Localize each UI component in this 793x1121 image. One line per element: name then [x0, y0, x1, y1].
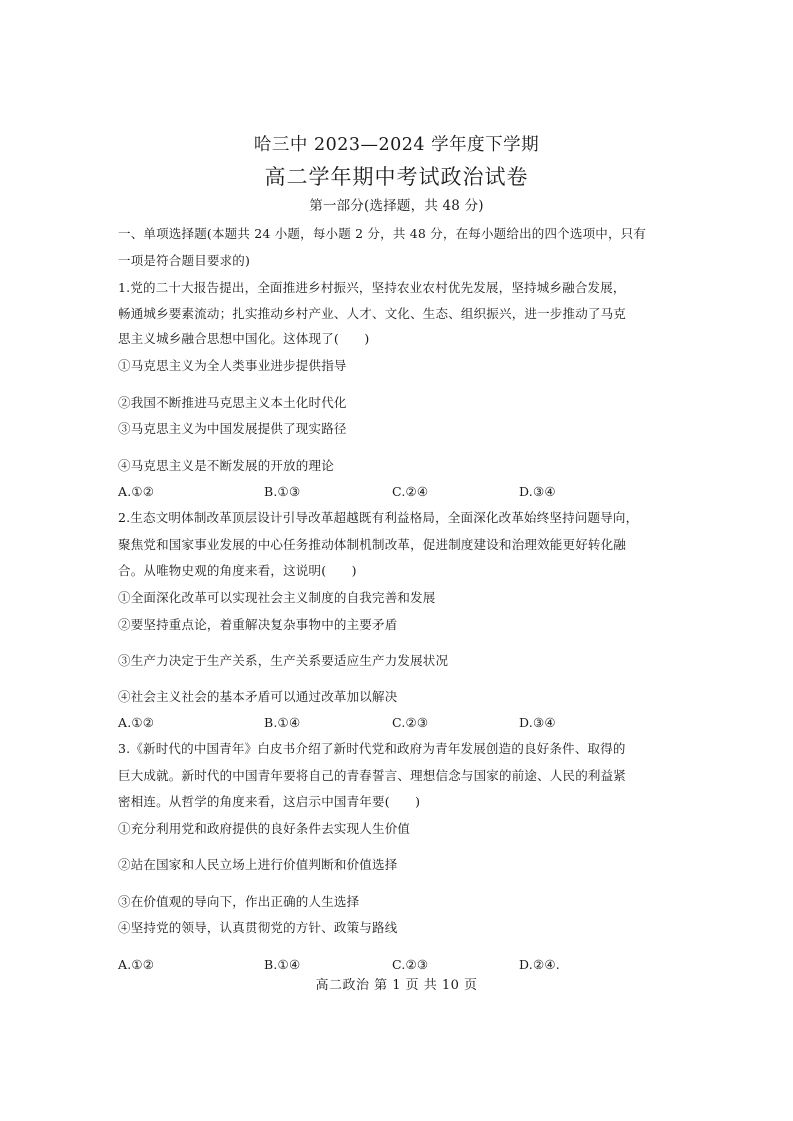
- question-stem-line: 思主义城乡融合思想中国化。这体现了( ): [118, 331, 370, 346]
- instructions-line-2: 一项是符合题目要求的): [118, 253, 251, 268]
- option-d: D.③④: [519, 484, 556, 499]
- statement: ③生产力决定于生产关系，生产关系要适应生产力发展状况: [118, 653, 449, 668]
- option-b: B.①③: [264, 484, 301, 499]
- question-stem-line: 1.党的二十大报告提出，全面推进乡村振兴，坚持农业农村优先发展，坚持城乡融合发展，: [118, 280, 626, 295]
- question-stem-line: 畅通城乡要素流动；扎实推动乡村产业、人才、文化、生态、组织振兴，进一步推动了马克: [118, 306, 627, 321]
- instructions-line-1: 一、单项选择题(本题共 24 小题，每小题 2 分，共 48 分，在每小题给出的四个选项中，只有: [118, 226, 647, 241]
- statement: ④坚持党的领导，认真贯彻党的方针、政策与路线: [118, 920, 398, 935]
- question-stem-line: 聚焦党和国家事业发展的中心任务推动体制机制改革，促进制度建设和治理效能更好转化融: [118, 537, 627, 552]
- option-a: A.①②: [118, 715, 155, 730]
- option-a: A.①②: [118, 957, 155, 972]
- question-stem-line: 密相连。从哲学的角度来看，这启示中国青年要( ): [118, 794, 421, 809]
- option-d: D.②④.: [519, 957, 560, 972]
- question-stem-line: 合。从唯物史观的角度来看，这说明( ): [118, 563, 357, 578]
- statement: ③马克思主义为中国发展提供了现实路径: [118, 421, 347, 436]
- statement: ①全面深化改革可以实现社会主义制度的自我完善和发展: [118, 590, 436, 605]
- statement: ③在价值观的导向下，作出正确的人生选择: [118, 894, 360, 909]
- option-b: B.①④: [264, 715, 301, 730]
- option-d: D.③④: [519, 715, 556, 730]
- statement: ④社会主义社会的基本矛盾可以通过改革加以解决: [118, 689, 398, 704]
- part-one-title: 第一部分(选择题，共 48 分): [309, 198, 484, 214]
- statement: ①马克思主义为全人类事业进步提供指导: [118, 358, 347, 373]
- option-b: B.①④: [264, 957, 301, 972]
- question-stem-line: 3.《新时代的中国青年》白皮书介绍了新时代党和政府为青年发展创造的良好条件、取得的: [118, 741, 626, 756]
- page-footer: 高二政治 第 1 页 共 10 页: [315, 978, 478, 993]
- statement: ④马克思主义是不断发展的开放的理论: [118, 458, 334, 473]
- statement: ②站在国家和人民立场上进行价值判断和价值选择: [118, 857, 398, 872]
- school-year-line: 哈三中 2023—2024 学年度下学期: [253, 135, 540, 155]
- option-a: A.①②: [118, 484, 155, 499]
- statement: ①充分利用党和政府提供的良好条件去实现人生价值: [118, 821, 411, 836]
- question-stem-line: 巨大成就。新时代的中国青年要将自己的青春誓言、理想信念与国家的前途、人民的利益紧: [118, 768, 627, 783]
- question-stem-line: 2.生态文明体制改革顶层设计引导改革超越既有利益格局，全面深化改革始终坚持问题导向，: [118, 510, 639, 525]
- option-c: C.②③: [392, 715, 429, 730]
- statement: ②我国不断推进马克思主义本土化时代化: [118, 395, 347, 410]
- exam-title: 高二学年期中考试政治试卷: [264, 165, 529, 189]
- option-c: C.②④: [392, 484, 429, 499]
- statement: ②要坚持重点论，着重解决复杂事物中的主要矛盾: [118, 617, 398, 632]
- option-c: C.②③: [392, 957, 429, 972]
